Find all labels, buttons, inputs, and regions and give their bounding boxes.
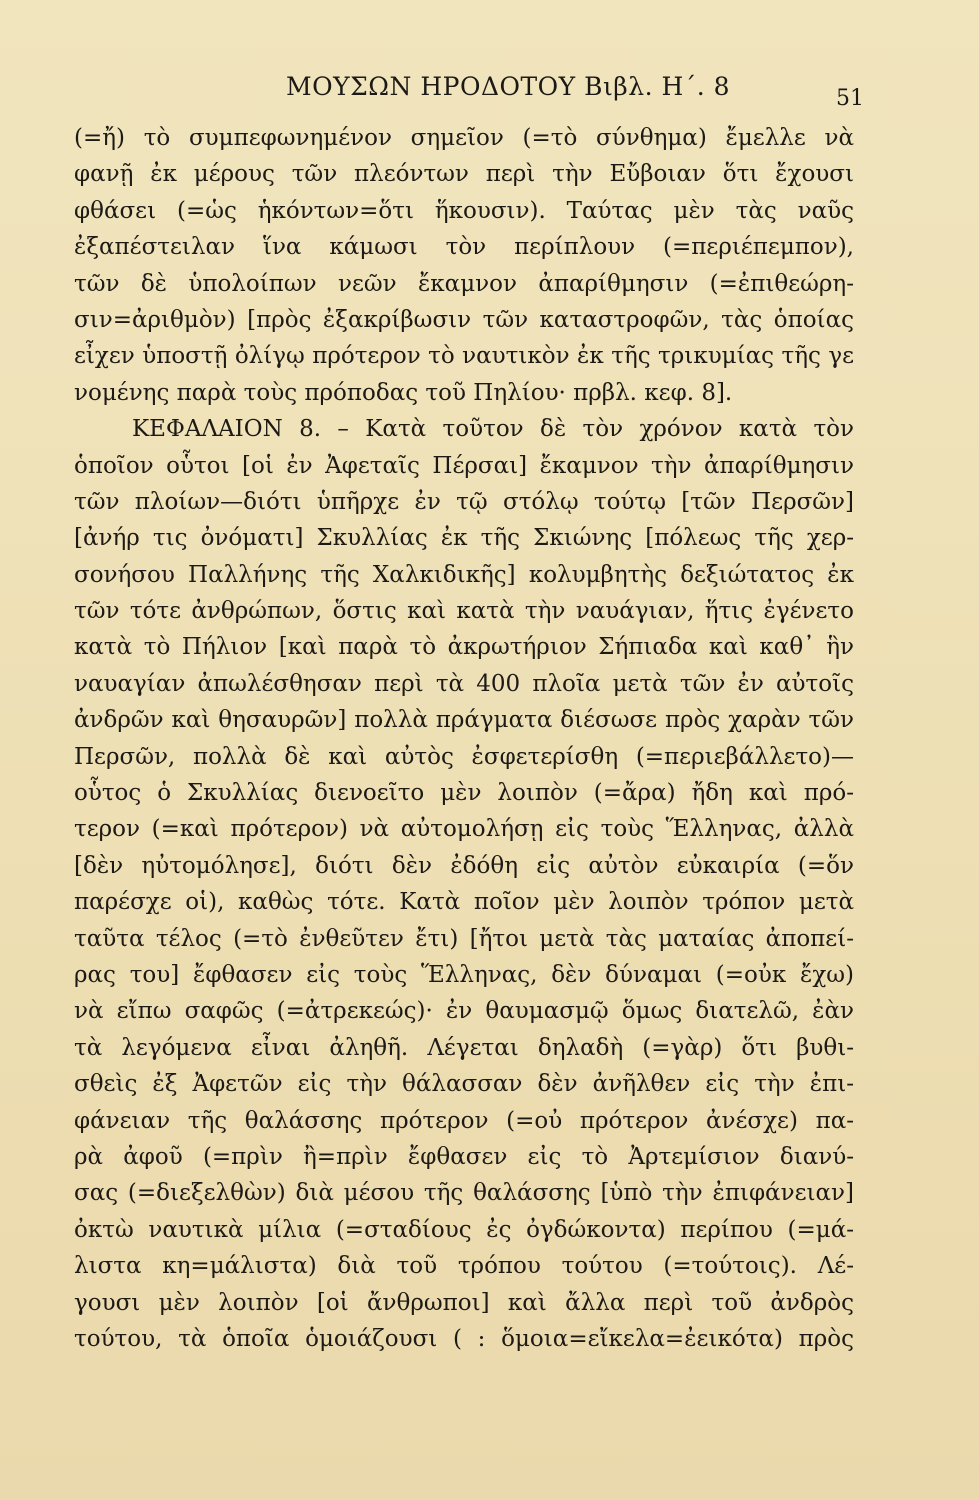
text-line-5: τῶν δὲ ὑπολοίπων νεῶν ἔκαμνον ἀπαρίθμησιν (=ἐπιθεώρη- — [74, 270, 854, 297]
text-line-3: φθάσει (=ὡς ἡκόντων=ὅτι ἥκουσιν). Ταύτας μὲν τὰς ναῦς — [74, 197, 854, 224]
text-line-1: (=ἤ) τὸ συμπεφωνημένον σημεῖον (=τὸ σύνθημα) ἔμελλε νὰ — [74, 125, 854, 151]
text-line-30: σας (=διεξελθὼν) διὰ μέσου τῆς θαλάσσης [ὑπὸ τὴν ἐπιφάνειαν] — [74, 1180, 854, 1207]
text-line-12: [ἀνήρ τις ὀνόματι] Σκυλλίας ἐκ τῆς Σκιώνης [πόλεως τῆς χερ- — [74, 525, 854, 552]
text-line-7: εἶχεν ὑποστῇ ὀλίγῳ πρότερον τὸ ναυτικὸν ἐκ τῆς τρικυμίας τῆς γε — [74, 343, 854, 370]
text-line-27: σθεὶς ἐξ Ἀφετῶν εἰς τὴν θάλασσαν δὲν ἀνῆλθεν εἰς τὴν ἐπι- — [74, 1071, 854, 1098]
running-title: ΜΟΥΣΩΝ ΗΡΟΔΟΤΟΥ Βιβλ. Η΄. 8 — [286, 72, 731, 101]
text-line-11: τῶν πλοίων—διότι ὑπῆρχε ἐν τῷ στόλῳ τούτῳ [τῶν Περσῶν] — [74, 488, 854, 515]
running-head — [0, 72, 979, 112]
text-line-22: παρέσχε οἱ), καθὼς τότε. Κατὰ ποῖον μὲν λοιπὸν τρόπον μετὰ — [74, 889, 854, 916]
text-line-23: ταῦτα τέλος (=τὸ ἐνθεῦτεν ἔτι) [ἤτοι μετὰ τὰς ματαίας ἀποπεί- — [74, 925, 854, 952]
text-line-34: τούτου, τὰ ὁποῖα ὁμοιάζουσι ( : ὅμοια=εἴκελα=ἐεικότα) πρὸς — [74, 1325, 854, 1352]
text-line-29: ρὰ ἀφοῦ (=πρὶν ἢ=πρὶν ἔφθασεν εἰς τὸ Ἀρτεμίσιον διανύ- — [74, 1143, 854, 1170]
text-line-28: φάνειαν τῆς θαλάσσης πρότερον (=οὐ πρότερον ἀνέσχε) πα- — [74, 1107, 854, 1134]
text-line-6: σιν=ἀριθμὸν) [πρὸς ἐξακρίβωσιν τῶν καταστροφῶν, τὰς ὁποίας — [74, 306, 854, 333]
text-line-25: νὰ εἴπω σαφῶς (=ἀτρεκεώς)· ἐν θαυμασμῷ ὅμως διατελῶ, ἐὰν — [74, 998, 854, 1025]
text-line-19: οὗτος ὁ Σκυλλίας διενοεῖτο μὲν λοιπὸν (=ἄρα) ἤδη καὶ πρό- — [74, 780, 854, 807]
text-line-14: τῶν τότε ἀνθρώπων, ὅστις καὶ κατὰ τὴν ναυάγιαν, ἥτις ἐγένετο — [74, 598, 854, 625]
text-line-4: ἐξαπέστειλαν ἵνα κάμωσι τὸν περίπλουν (=περιέπεμπον), — [74, 234, 854, 261]
text-line-10: ὁποῖον οὗτοι [οἱ ἐν Ἀφεταῖς Πέρσαι] ἔκαμνον τὴν ἀπαρίθμησιν — [74, 452, 854, 479]
text-line-2: φανῇ ἐκ μέρους τῶν πλεόντων περὶ τὴν Εὔβοιαν ὅτι ἔχουσι — [74, 161, 854, 188]
text-line-8: νομένης παρὰ τοὺς πρόποδας τοῦ Πηλίου· πρβλ. κεφ. 8]. — [74, 379, 733, 406]
text-line-20: τερον (=καὶ πρότερον) νὰ αὐτομολήσῃ εἰς τοὺς Ἕλληνας, ἀλλὰ — [74, 816, 854, 843]
text-line-18: Περσῶν, πολλὰ δὲ καὶ αὐτὸς ἐσφετερίσθη (=περιεβάλλετο)— — [74, 743, 854, 770]
text-line-13: σονήσου Παλλήνης τῆς Χαλκιδικῆς] κολυμβητὴς δεξιώτατος ἐκ — [74, 561, 854, 588]
text-line-26: τὰ λεγόμενα εἶναι ἀληθῆ. Λέγεται δηλαδὴ (=γὰρ) ὅτι βυθι- — [74, 1034, 854, 1061]
page-number: 51 — [836, 86, 864, 111]
text-line-16: ναυαγίαν ἀπωλέσθησαν περὶ τὰ 400 πλοῖα μετὰ τῶν ἐν αὐτοῖς — [74, 670, 854, 697]
text-line-33: γουσι μὲν λοιπὸν [οἱ ἄνθρωποι] καὶ ἄλλα περὶ τοῦ ἀνδρὸς — [74, 1289, 854, 1316]
text-line-32: λιστα κη=μάλιστα) διὰ τοῦ τρόπου τούτου (=τούτοις). Λέ- — [74, 1253, 854, 1280]
text-line-31: ὀκτὼ ναυτικὰ μίλια (=σταδίους ἐς ὀγδώκοντα) περίπου (=μά- — [74, 1216, 854, 1243]
text-line-15: κατὰ τὸ Πήλιον [καὶ παρὰ τὸ ἀκρωτήριον Σήπιαδα καὶ καθ᾽ ἣν — [74, 634, 854, 661]
text-line-17: ἀνδρῶν καὶ θησαυρῶν] πολλὰ πράγματα διέσωσε πρὸς χαρὰν τῶν — [74, 707, 854, 734]
chapter-heading-line: ΚΕΦΑΛΑΙΟΝ 8. – Κατὰ τοῦτον δὲ τὸν χρόνον κατὰ τὸν — [132, 416, 854, 443]
text-line-21: [δὲν ηὐτομόλησε], διότι δὲν ἐδόθη εἰς αὐτὸν εὐκαιρία (=ὅν — [74, 852, 854, 879]
text-line-24: ρας του] ἔφθασεν εἰς τοὺς Ἕλληνας, δὲν δύναμαι (=οὐκ ἔχω) — [74, 961, 854, 988]
commentary-text — [74, 120, 854, 1357]
